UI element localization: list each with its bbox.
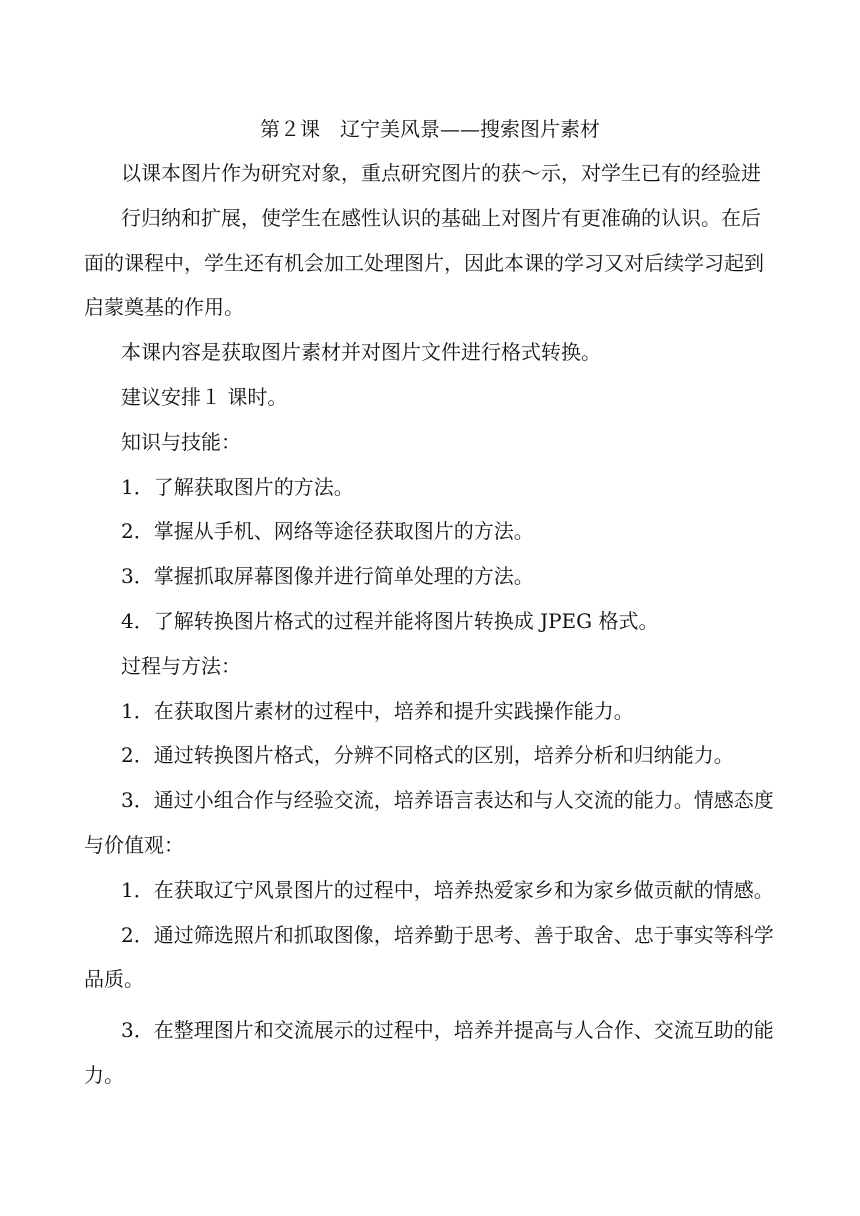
paragraph-line: 启蒙奠基的作用。 (84, 295, 244, 319)
paragraph-line: 行归纳和扩展，使学生在感性认识的基础上对图片有更准确的认识。在后 (121, 206, 761, 230)
list-item: 2．通过筛选照片和抓取图像，培养勤于思考、善于取舍、忠于事实等科学 (121, 923, 774, 947)
list-item: 3．掌握抓取屏幕图像并进行简单处理的方法。 (121, 564, 534, 588)
list-item: 4．了解转换图片格式的过程并能将图片转换成 JPEG 格式。 (121, 609, 659, 633)
list-item-continuation: 品质。 (84, 967, 144, 991)
list-item: 2．通过转换图片格式，分辨不同格式的区别，培养分析和归纳能力。 (121, 743, 734, 767)
section-heading: 过程与方法： (121, 654, 241, 678)
list-item: 2．掌握从手机、网络等途径获取图片的方法。 (121, 519, 534, 543)
page-title: 第２课 辽宁美风景——搜索图片素材 (260, 117, 600, 141)
list-item: 3．通过小组合作与经验交流，培养语言表达和与人交流的能力。情感态度 (121, 788, 774, 812)
list-item: 1．了解获取图片的方法。 (121, 475, 354, 499)
paragraph-line: 本课内容是获取图片素材并对图片文件进行格式转换。 (121, 340, 601, 364)
list-item: 3．在整理图片和交流展示的过程中，培养并提高与人合作、交流互助的能 (121, 1018, 774, 1042)
paragraph-line: 建议安排１ 课时。 (121, 385, 288, 409)
paragraph-line: 以课本图片作为研究对象，重点研究图片的获～示，对学生已有的经验进 (121, 161, 761, 185)
list-item-continuation: 力。 (84, 1063, 124, 1087)
section-heading: 知识与技能： (121, 430, 241, 454)
list-item: 1．在获取图片素材的过程中，培养和提升实践操作能力。 (121, 699, 634, 723)
section-heading: 与价值观： (84, 833, 184, 857)
list-item: 1．在获取辽宁风景图片的过程中，培养热爱家乡和为家乡做贡献的情感。 (121, 878, 774, 902)
paragraph-line: 面的课程中，学生还有机会加工处理图片，因此本课的学习又对后续学习起到 (84, 251, 764, 275)
